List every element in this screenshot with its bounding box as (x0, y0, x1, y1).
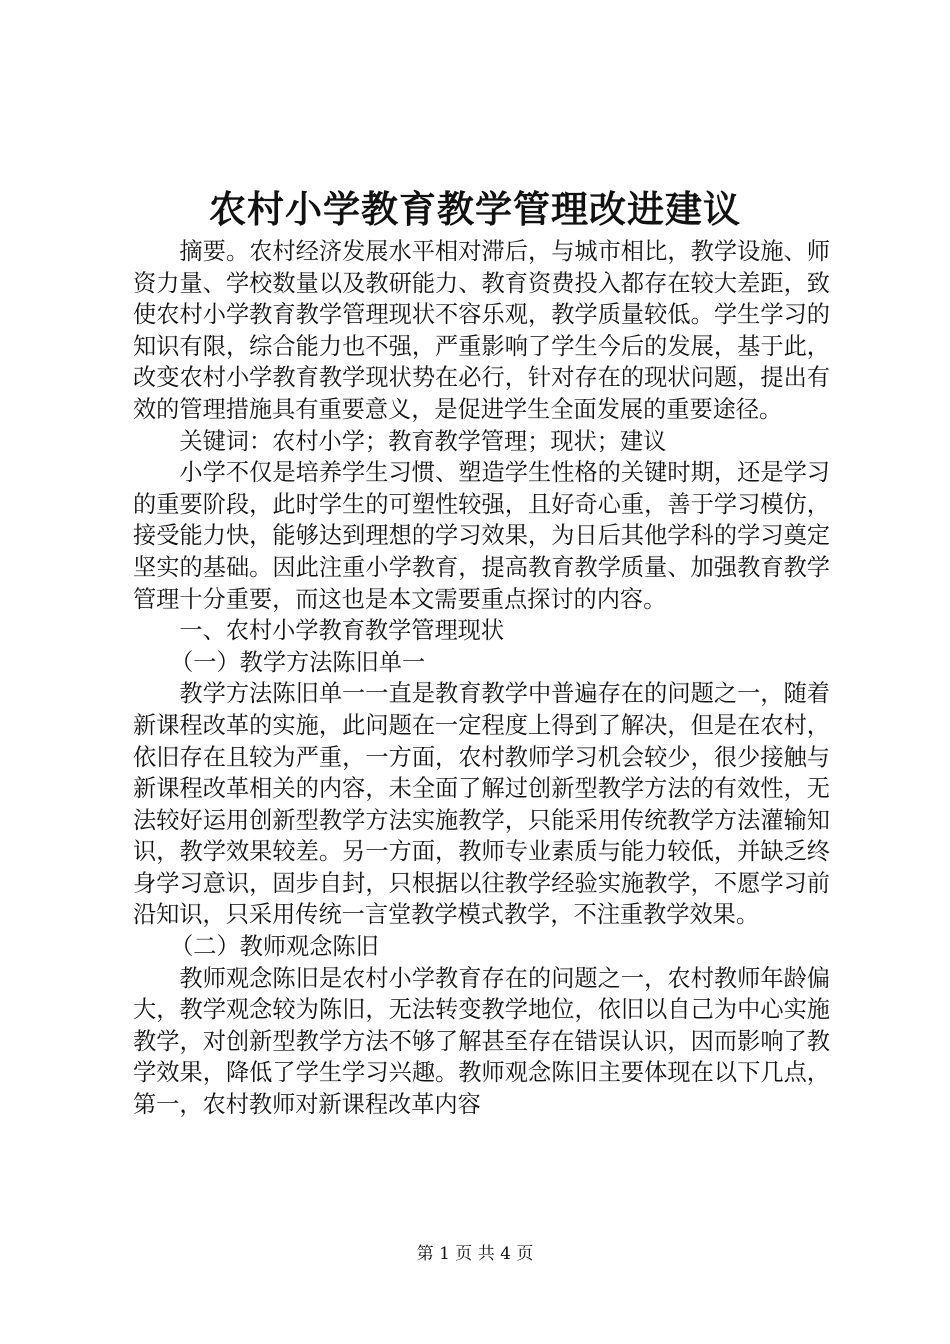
subsection-heading-1: （一）教学方法陈旧单一 (170, 648, 426, 676)
intro-paragraph: 小学不仅是培养学生习惯、塑造学生性格的关键时期，还是学习的重要阶段，此时学生的可塑性较强，且好奇心重，善于学习模仿，接受能力快，能够达到理想的学习效果，为日后其他学科的学习奠定坚实的基础。因此注重小学教育，提高教育教学质量、加强教育教学管理十分重要，而这也是本文需要重点探讨的内容。 (133, 459, 830, 613)
section-heading-1: 一、农村小学教育教学管理现状 (179, 617, 505, 645)
page-footer: 第 1 页 共 4 页 (416, 1244, 534, 1264)
body-paragraph: 教师观念陈旧是农村小学教育存在的问题之一，农村教师年龄偏大，教学观念较为陈旧，无法转变教学地位，依旧以自己为中心实施教学，对创新型教学方法不够了解甚至存在错误认识，因而影响了教学效果，降低了学生学习兴趣。教师观念陈旧主要体现在以下几点，第一，农村教师对新课程改革内容 (133, 964, 830, 1119)
keywords-paragraph: 关键词：农村小学；教育教学管理；现状；建议 (179, 427, 667, 455)
body-paragraph: 教学方法陈旧单一一直是教育教学中普遍存在的问题之一，随着新课程改革的实施，此问题在一定程度上得到了解决，但是在农村，依旧存在且较为严重，一方面，农村教师学习机会较少，很少接触与新课程改革相关的内容，未全面了解过创新型教学方法的有效性，无法较好运用创新型教学方法实施教学，只能采用传统教学方法灌输知识，教学效果较差。另一方面，教师专业素质与能力较低，并缺乏终身学习意识，固步自封，只根据以往教学经验实施教学，不愿学习前沿知识，只采用传统一言堂教学模式教学，不注重教学效果。 (133, 680, 830, 929)
abstract-paragraph: 摘要。农村经济发展水平相对滞后，与城市相比，教学设施、师资力量、学校数量以及教研能力、教育资费投入都存在较大差距，致使农村小学教育教学管理现状不容乐观，教学质量较低。学生学习的知识有限，综合能力也不强，严重影响了学生今后的发展，基于此，改变农村小学教育教学现状势在必行，针对存在的现状问题，提出有效的管理措施具有重要意义，是促进学生全面发展的重要途径。 (133, 238, 830, 423)
document-body (133, 236, 830, 1121)
document-title: 农村小学教育教学管理改进建议 (209, 187, 741, 231)
subsection-heading-2: （二）教师观念陈旧 (170, 933, 379, 961)
